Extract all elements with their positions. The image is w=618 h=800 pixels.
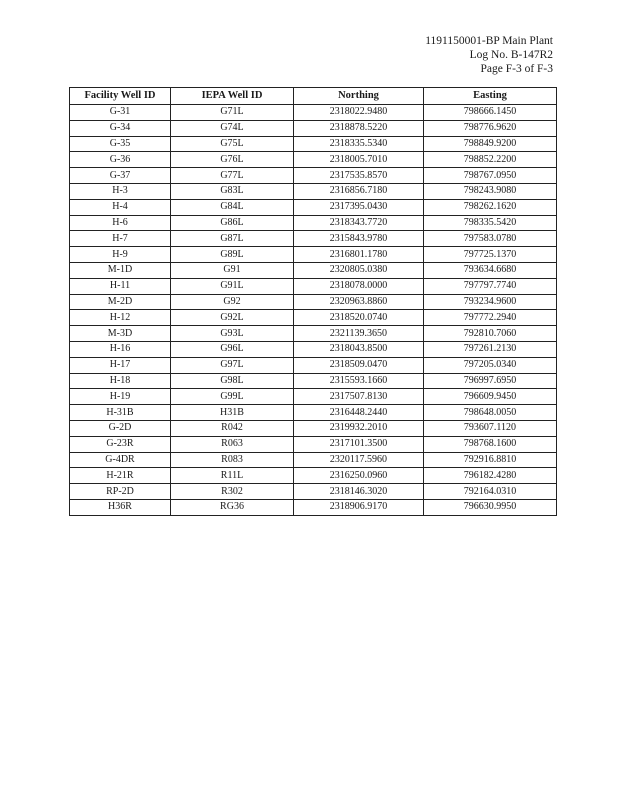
facility-well-id-cell: G-36 xyxy=(70,152,171,168)
northing-cell: 2317507.8130 xyxy=(294,389,424,405)
northing-cell: 2318005.7010 xyxy=(294,152,424,168)
table-body xyxy=(70,105,557,516)
easting-cell: 798262.1620 xyxy=(424,199,557,215)
easting-cell: 798243.9080 xyxy=(424,183,557,199)
easting-cell: 798767.0950 xyxy=(424,168,557,184)
northing-cell: 2315843.9780 xyxy=(294,231,424,247)
easting-cell: 797261.2130 xyxy=(424,341,557,357)
page-number: Page F-3 of F-3 xyxy=(480,63,553,75)
table-row xyxy=(70,152,557,168)
iepa-well-id-cell: R302 xyxy=(171,484,294,500)
facility-well-id-cell: M-1D xyxy=(70,262,171,278)
table-row xyxy=(70,373,557,389)
iepa-well-id-cell: G71L xyxy=(171,105,294,121)
easting-cell: 798852.2200 xyxy=(424,152,557,168)
northing-cell: 2318509.0470 xyxy=(294,357,424,373)
northing-cell: 2318343.7720 xyxy=(294,215,424,231)
northing-cell: 2318878.5220 xyxy=(294,120,424,136)
iepa-well-id-cell: G74L xyxy=(171,120,294,136)
iepa-well-id-cell: R063 xyxy=(171,436,294,452)
facility-well-id-cell: H-4 xyxy=(70,199,171,215)
northing-cell: 2318906.9170 xyxy=(294,499,424,515)
table-row xyxy=(70,326,557,342)
easting-cell: 797583.0780 xyxy=(424,231,557,247)
northing-cell: 2315593.1660 xyxy=(294,373,424,389)
northing-cell: 2316448.2440 xyxy=(294,405,424,421)
table-row xyxy=(70,420,557,436)
northing-cell: 2318022.9480 xyxy=(294,105,424,121)
easting-cell: 793607.1120 xyxy=(424,420,557,436)
table-row xyxy=(70,105,557,121)
facility-well-id-cell: M-2D xyxy=(70,294,171,310)
table-row xyxy=(70,389,557,405)
iepa-well-id-cell: G99L xyxy=(171,389,294,405)
northing-cell: 2317395.0430 xyxy=(294,199,424,215)
iepa-well-id-cell: R083 xyxy=(171,452,294,468)
iepa-well-id-cell: G91 xyxy=(171,262,294,278)
table-row xyxy=(70,468,557,484)
northing-cell: 2318043.8500 xyxy=(294,341,424,357)
northing-cell: 2317535.8570 xyxy=(294,168,424,184)
northing-cell: 2316801.1780 xyxy=(294,247,424,263)
table-row xyxy=(70,168,557,184)
easting-cell: 792810.7060 xyxy=(424,326,557,342)
easting-cell: 792916.8810 xyxy=(424,452,557,468)
facility-well-id-cell: H-7 xyxy=(70,231,171,247)
easting-cell: 797725.1370 xyxy=(424,247,557,263)
iepa-well-id-cell: R11L xyxy=(171,468,294,484)
column-header-facility-well-id: Facility Well ID xyxy=(70,88,171,105)
table-row xyxy=(70,136,557,152)
easting-cell: 798776.9620 xyxy=(424,120,557,136)
facility-well-id-cell: H-19 xyxy=(70,389,171,405)
iepa-well-id-cell: G92 xyxy=(171,294,294,310)
easting-cell: 796182.4280 xyxy=(424,468,557,484)
table-row xyxy=(70,436,557,452)
facility-well-id-cell: G-4DR xyxy=(70,452,171,468)
table-row xyxy=(70,278,557,294)
facility-well-id-cell: RP-2D xyxy=(70,484,171,500)
iepa-well-id-cell: G93L xyxy=(171,326,294,342)
facility-well-id-cell: G-2D xyxy=(70,420,171,436)
iepa-well-id-cell: G96L xyxy=(171,341,294,357)
table-row xyxy=(70,199,557,215)
facility-well-id-cell: H-12 xyxy=(70,310,171,326)
northing-cell: 2320805.0380 xyxy=(294,262,424,278)
northing-cell: 2318520.0740 xyxy=(294,310,424,326)
northing-cell: 2318146.3020 xyxy=(294,484,424,500)
iepa-well-id-cell: G77L xyxy=(171,168,294,184)
northing-cell: 2317101.3500 xyxy=(294,436,424,452)
facility-well-id-cell: M-3D xyxy=(70,326,171,342)
facility-well-id-cell: H-9 xyxy=(70,247,171,263)
easting-cell: 797797.7740 xyxy=(424,278,557,294)
iepa-well-id-cell: G92L xyxy=(171,310,294,326)
facility-well-id-cell: H-11 xyxy=(70,278,171,294)
column-header-iepa-well-id: IEPA Well ID xyxy=(171,88,294,105)
iepa-well-id-cell: G91L xyxy=(171,278,294,294)
facility-well-id-cell: H-16 xyxy=(70,341,171,357)
northing-cell: 2320117.5960 xyxy=(294,452,424,468)
table-row xyxy=(70,294,557,310)
iepa-well-id-cell: G76L xyxy=(171,152,294,168)
easting-cell: 798335.5420 xyxy=(424,215,557,231)
facility-well-id-cell: G-31 xyxy=(70,105,171,121)
easting-cell: 796997.6950 xyxy=(424,373,557,389)
iepa-well-id-cell: G75L xyxy=(171,136,294,152)
well-coordinates-table xyxy=(69,87,557,516)
table-row xyxy=(70,120,557,136)
northing-cell: 2316250.0960 xyxy=(294,468,424,484)
northing-cell: 2316856.7180 xyxy=(294,183,424,199)
northing-cell: 2318078.0000 xyxy=(294,278,424,294)
easting-cell: 793234.9600 xyxy=(424,294,557,310)
table-row xyxy=(70,262,557,278)
table-header-row xyxy=(70,88,557,105)
northing-cell: 2319932.2010 xyxy=(294,420,424,436)
table-row xyxy=(70,247,557,263)
easting-cell: 798849.9200 xyxy=(424,136,557,152)
table-row xyxy=(70,231,557,247)
iepa-well-id-cell: H31B xyxy=(171,405,294,421)
facility-well-id-cell: H-31B xyxy=(70,405,171,421)
log-number: Log No. B-147R2 xyxy=(469,49,553,61)
table-row xyxy=(70,215,557,231)
iepa-well-id-cell: G87L xyxy=(171,231,294,247)
table-row xyxy=(70,484,557,500)
iepa-well-id-cell: R042 xyxy=(171,420,294,436)
facility-well-id-cell: G-35 xyxy=(70,136,171,152)
iepa-well-id-cell: G89L xyxy=(171,247,294,263)
page-header xyxy=(425,34,553,76)
northing-cell: 2318335.5340 xyxy=(294,136,424,152)
table-row xyxy=(70,310,557,326)
table-row xyxy=(70,405,557,421)
easting-cell: 796630.9950 xyxy=(424,499,557,515)
northing-cell: 2321139.3650 xyxy=(294,326,424,342)
iepa-well-id-cell: G86L xyxy=(171,215,294,231)
northing-cell: 2320963.8860 xyxy=(294,294,424,310)
column-header-easting: Easting xyxy=(424,88,557,105)
iepa-well-id-cell: G83L xyxy=(171,183,294,199)
easting-cell: 798768.1600 xyxy=(424,436,557,452)
facility-well-id-cell: H-21R xyxy=(70,468,171,484)
facility-well-id-cell: G-34 xyxy=(70,120,171,136)
easting-cell: 798666.1450 xyxy=(424,105,557,121)
iepa-well-id-cell: G98L xyxy=(171,373,294,389)
facility-well-id-cell: G-37 xyxy=(70,168,171,184)
iepa-well-id-cell: G84L xyxy=(171,199,294,215)
easting-cell: 792164.0310 xyxy=(424,484,557,500)
easting-cell: 797772.2940 xyxy=(424,310,557,326)
project-id: 1191150001-BP Main Plant xyxy=(425,35,553,47)
facility-well-id-cell: H36R xyxy=(70,499,171,515)
column-header-northing: Northing xyxy=(294,88,424,105)
table-row xyxy=(70,452,557,468)
facility-well-id-cell: H-18 xyxy=(70,373,171,389)
facility-well-id-cell: G-23R xyxy=(70,436,171,452)
facility-well-id-cell: H-3 xyxy=(70,183,171,199)
table-row xyxy=(70,183,557,199)
easting-cell: 797205.0340 xyxy=(424,357,557,373)
iepa-well-id-cell: RG36 xyxy=(171,499,294,515)
easting-cell: 798648.0050 xyxy=(424,405,557,421)
table-row xyxy=(70,499,557,515)
table-row xyxy=(70,357,557,373)
easting-cell: 796609.9450 xyxy=(424,389,557,405)
table-row xyxy=(70,341,557,357)
facility-well-id-cell: H-6 xyxy=(70,215,171,231)
facility-well-id-cell: H-17 xyxy=(70,357,171,373)
iepa-well-id-cell: G97L xyxy=(171,357,294,373)
easting-cell: 793634.6680 xyxy=(424,262,557,278)
